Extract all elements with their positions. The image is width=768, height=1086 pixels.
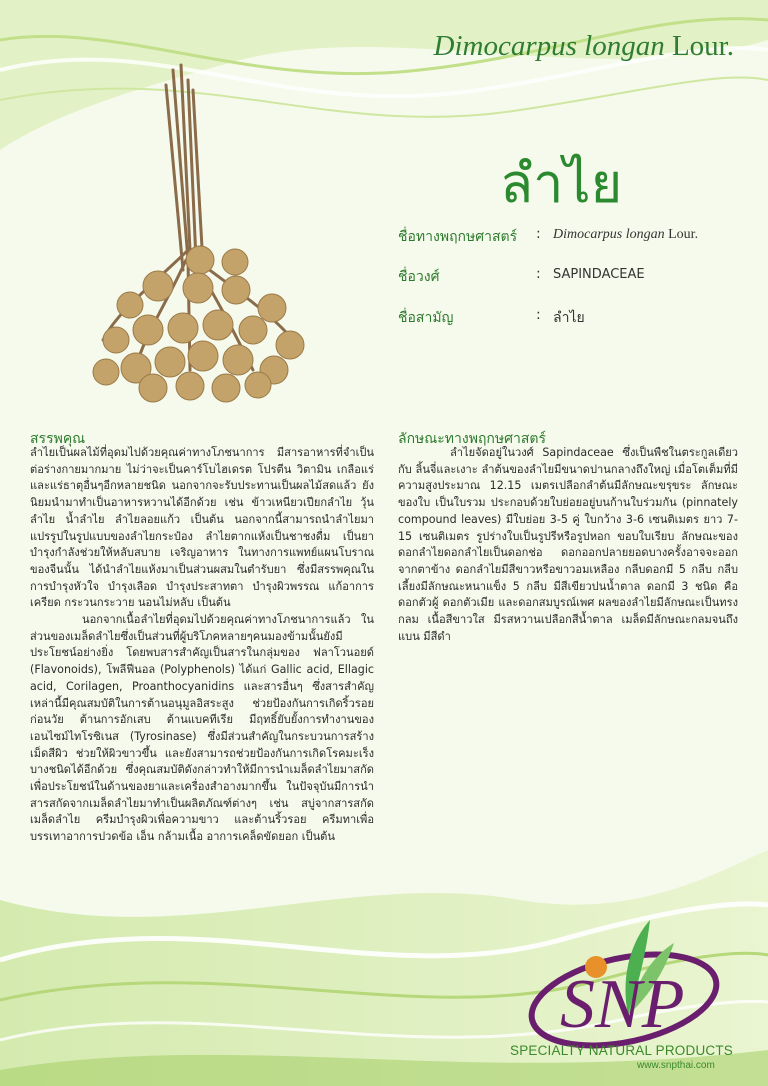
sci-name-author: Lour. [664, 227, 699, 242]
botany-text [398, 445, 738, 645]
header-scientific-name [434, 30, 734, 63]
company-name: SPECIALTY NATURAL PRODUCTS [510, 1043, 733, 1058]
snp-logo [524, 915, 724, 1060]
common-name-value: ลำไย [553, 310, 585, 326]
family-value: SAPINDACEAE [553, 267, 645, 282]
sci-name-label: ชื่อทางพฤกษศาสตร์ [398, 229, 518, 245]
botany-heading: ลักษณะทางพฤกษศาสตร์ [398, 431, 547, 447]
header-author: Lour. [664, 30, 734, 62]
properties-paragraph-1: ลำไยเป็นผลไม้ที่อุดมไปด้วยคุณค่าทางโภชนาการ มีสารอาหารที่จำเป็นต่อร่างกายมากมาย ไม่ว่าจะเป็นคาร์โบไฮเดรต โปรตีน วิตามิน เกลือแร่ และแร่ธาตุอื่นๆอีกหลายชนิด นอกจากจะรับประทานเป็นผลไม้สดแล้ว ยังนิยมนำมาทำเป็นอาหารหวานได้อีกด้วย เช่น ข้าวเหนียวเปียกลำไย วุ้นลำไย น้ำลำไย ลำไยลอยแก้ว เป็นต้น นอกจากนี้สามารถนำลำไยมาแปรรูปในรูปแบบของลำไยกระป๋อง ลำไยตากแห้งเป็นชาชงดื่ม เป็นยาบำรุงกำลังช่วยให้หลับสบาย เจริญอาหาร ในทางการแพทย์แผนโบราณของจีนนั้น ได้นำลำไยแห้งมาเป็นส่วนผสมในตำรับยา ซึ่งมีสรรพคุณในการบำรุงหัวใจ บำรุงเลือด บำรุงประสาทตา บำรุงผิวพรรณ แก้อาการเครียด กระวนกระวาย นอนไม่หลับ เป็นต้น [30, 446, 374, 610]
sci-name-italic: Dimocarpus longan [553, 227, 665, 242]
common-name-label: ชื่อสามัญ [398, 310, 454, 326]
properties-text [30, 445, 374, 846]
logo-letters: SNP [560, 966, 685, 1043]
sci-name-value [553, 227, 698, 243]
longan-fruit-image [78, 50, 328, 410]
family-label: ชื่อวงศ์ [398, 269, 440, 285]
sci-name-colon: : [536, 226, 541, 242]
company-url: www.snpthai.com [637, 1060, 715, 1071]
page-title: ลำไย [500, 152, 623, 215]
family-colon: : [536, 266, 541, 282]
common-name-colon: : [536, 307, 541, 323]
properties-heading: สรรพคุณ [30, 431, 86, 447]
properties-paragraph-2: นอกจากเนื้อลำไยที่อุดมไปด้วยคุณค่าทางโภชนาการแล้ว ในส่วนของเมล็ดลำไยซึ่งเป็นส่วนที่ผู้บริโภคหลายๆคนมองข้ามนั้นยังมีประโยชน์อย่างยิ่ง โดยพบสารสำคัญเป็นสารในกลุ่มของ ฟลาโวนอยด์ (Flavonoids), โพลีฟีนอล (Polyphenols) ได้แก่ Gallic acid, Ellagic acid, Corilagen, Proanthocyanidins และสารอื่นๆ ซึ่งสารสำคัญเหล่านี้มีคุณสมบัติในการต้านอนุมูลอิสระสูง ช่วยป้องกันการเกิดริ้วรอยก่อนวัย ต้านการอักเสบ ต้านแบคทีเรีย มีฤทธิ์ยับยั้งการทำงานของเอนไซม์ไทโรซิเนส (Tyrosinase) ซึ่งมีส่วนสำคัญในกระบวนการสร้างเม็ดสีผิว ช่วยให้ผิวขาวขึ้น และยังสามารถช่วยป้องกันการเกิดโรคมะเร็งบางชนิดได้อีกด้วย ซึ่งคุณสมบัติดังกล่าวทำให้มีการนำเมล็ดลำไยมาสกัดเพื่อประโยชน์ในด้านของยาและเครื่องสำอางมากขึ้น ในปัจจุบันมีการนำสารสกัดจากเมล็ดลำไยมาทำเป็นผลิตภัณฑ์ต่างๆ เช่น สบู่จากสารสกัดเมล็ดลำไย ครีมบำรุงผิวเพื่อความขาว และต้านริ้วรอย ครีมทาเพื่อบรรเทาอาการปวดข้อ เอ็น กล้ามเนื้อ อาการเคล็ดขัดยอก เป็นต้น [30, 613, 374, 844]
header-genus-species: Dimocarpus longan [433, 30, 665, 62]
botany-paragraph: ลำไยจัดอยู่ในวงศ์ Sapindaceae ซึ่งเป็นพืชในตระกูลเดียวกับ ลิ้นจี่และเงาะ ลำต้นของลำไยมีขนาดปานกลางถึงใหญ่ เมื่อโตเต็มที่มีความสูงประมาณ 12.15 เมตรเปลือกลำต้นมีลักษณะขรุขระ ลักษณะของใบ เป็นใบรวม ประกอบด้วยใบย่อยอยู่บนก้านใบร่วมกัน (pinnately compound leaves) มีใบย่อย 3-5 คู่ ใบกว้าง 3-6 เซนติเมตร ยาว 7-15 เซนติเมตร รูปร่างใบเป็นรูปรีหรือรูปหอก ขอบใบเรียบ ลักษณะของดอกลำไยดอกลำไยเป็นดอกช่อ ดอกออกปลายยอดบางครั้งอาจจะออกจากตาข้าง ดอกลำไยมีสีขาวหรือขาวอมเหลือง กลีบดอกมี 5 กลีบ กลีบเลี้ยงมีลักษณะหนาแข็ง 5 กลีบ มีสีเขียวปนน้ำตาล ดอกมี 3 ชนิด คือ ดอกตัวผู้ ดอกตัวเมีย และดอกสมบูรณ์เพศ ผลของลำไยมีลักษณะเป็นทรงกลม เนื้อสีขาวใส มีรสหวานเปลือกสีน้ำตาล เมล็ดมีลักษณะกลมจนถึงแบน มีสีดำ [398, 446, 738, 643]
